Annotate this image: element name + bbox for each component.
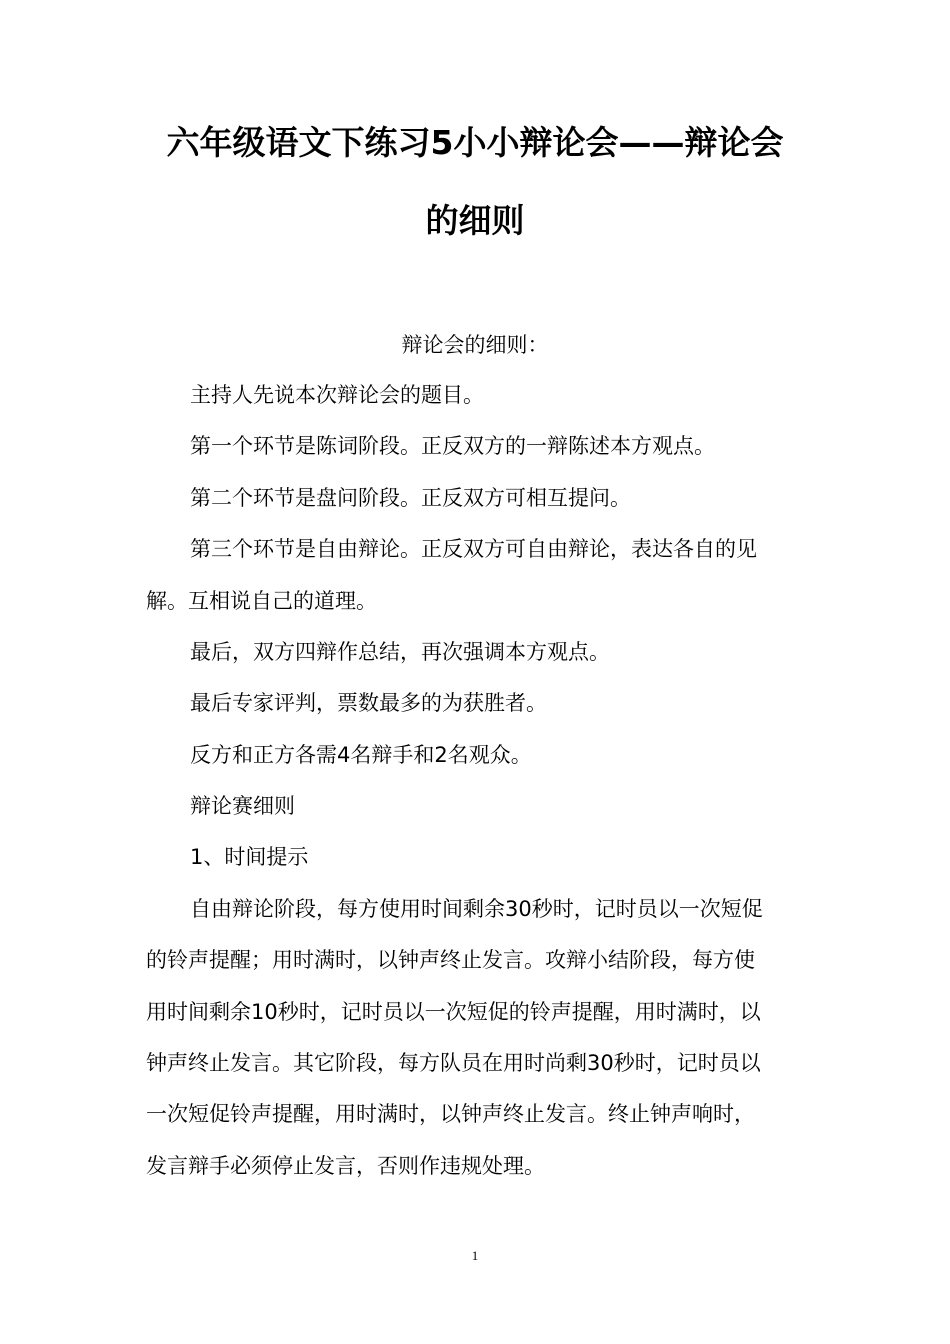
paragraph-time-line-4: 钟声终止发言。其它阶段，每方队员在用时尚剩30秒时，记时员以	[146, 1051, 761, 1075]
paragraph-time-line-1: 自由辩论阶段，每方使用时间剩余30秒时，记时员以一次短促	[190, 897, 763, 921]
page-number: 1	[471, 1248, 479, 1263]
paragraph-participants: 反方和正方各需4名辩手和2名观众。	[190, 743, 532, 767]
paragraph-time-line-3: 用时间剩余10秒时，记时员以一次短促的铃声提醒，用时满时，以	[146, 1000, 761, 1024]
paragraph-third-stage-line-2: 解。互相说自己的道理。	[146, 589, 377, 613]
document-title-line-2: 的细则	[425, 201, 525, 240]
paragraph-summary: 最后，双方四辩作总结，再次强调本方观点。	[190, 640, 610, 664]
paragraph-time-line-2: 的铃声提醒；用时满时，以钟声终止发言。攻辩小结阶段，每方使	[146, 948, 755, 972]
section-subtitle: 辩论会的细则：	[401, 333, 549, 357]
paragraph-host-intro: 主持人先说本次辩论会的题目。	[190, 383, 484, 407]
document-title-line-1: 六年级语文下练习5小小辩论会——辩论会	[166, 123, 784, 162]
paragraph-time-line-5: 一次短促铃声提醒，用时满时，以钟声终止发言。终止钟声响时，	[146, 1102, 755, 1126]
section-heading-time: 1、时间提示	[190, 845, 309, 869]
paragraph-second-stage: 第二个环节是盘问阶段。正反双方可相互提问。	[190, 486, 631, 510]
paragraph-first-stage: 第一个环节是陈词阶段。正反双方的一辩陈述本方观点。	[190, 434, 715, 458]
paragraph-third-stage-line-1: 第三个环节是自由辩论。正反双方可自由辩论，表达各自的见	[190, 537, 757, 561]
section-heading-rules: 辩论赛细则	[190, 794, 295, 818]
paragraph-time-line-6: 发言辩手必须停止发言，否则作违规处理。	[146, 1154, 545, 1178]
paragraph-judging: 最后专家评判，票数最多的为获胜者。	[190, 691, 547, 715]
